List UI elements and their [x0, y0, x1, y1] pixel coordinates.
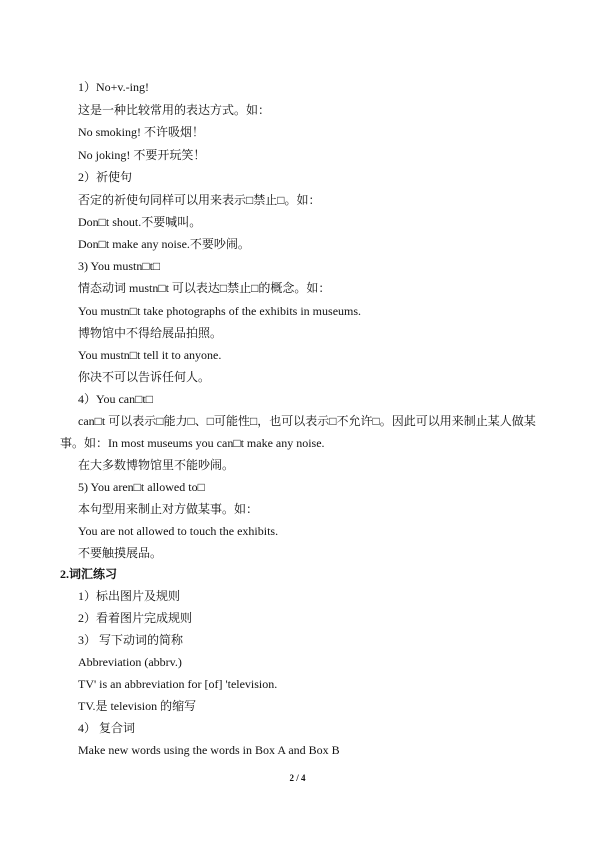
text-line: 否定的祈使句同样可以用来表示□禁止□。如：: [78, 193, 321, 207]
text-line: Don□t shout.不要喊叫。: [78, 215, 202, 229]
section-heading: 2.词汇练习: [60, 567, 118, 581]
text-line: 这是一种比较常用的表达方式。如：: [78, 103, 271, 117]
text-line: 不要触摸展品。: [78, 546, 163, 560]
text-line: 4） 复合词: [78, 721, 136, 735]
text-line: 3） 写下动词的简称: [78, 633, 184, 647]
text-line: 博物馆中不得给展品拍照。: [78, 326, 223, 340]
text-line: Abbreviation (abbrv.): [78, 655, 182, 669]
text-line: 1）No+v.-ing!: [78, 80, 149, 94]
text-line: 本句型用来制止对方做某事。如：: [78, 502, 259, 516]
text-line: No joking! 不要开玩笑！: [78, 148, 206, 162]
text-line: 3) You mustn□t□: [78, 259, 161, 273]
text-line: You mustn□t take photographs of the exhibits in museums.: [78, 304, 362, 318]
page-number: 2 / 4: [289, 773, 306, 783]
text-line: No smoking! 不许吸烟！: [78, 125, 205, 139]
text-line: can□t 可以表示□能力□、□可能性□，也可以表示□不允许□。因此可以用来制止某人做某: [78, 414, 536, 428]
text-line: 情态动词 mustn□t 可以表达□禁止□的概念。如：: [78, 281, 331, 295]
text-line: Don□t make any noise.不要吵闹。: [78, 237, 250, 251]
text-line: 1）标出图片及规则: [78, 589, 181, 603]
text-line: 在大多数博物馆里不能吵闹。: [78, 458, 235, 472]
text-line: You mustn□t tell it to anyone.: [78, 348, 222, 362]
text-line: TV' is an abbreviation for [of] 'television.: [78, 677, 278, 691]
text-line: 2）祈使句: [78, 170, 133, 184]
text-line: TV.是 television 的缩写: [78, 699, 197, 713]
text-line: You are not allowed to touch the exhibits.: [78, 524, 279, 538]
text-line: 你决不可以告诉任何人。: [78, 370, 211, 384]
text-line: 2）看着图片完成规则: [78, 611, 193, 625]
text-line: Make new words using the words in Box A and Box B: [78, 743, 340, 757]
text-line: 4）You can□t□: [78, 392, 153, 406]
text-line: 事。如：In most museums you can□t make any noise.: [60, 436, 325, 450]
text-line: 5) You aren□t allowed to□: [78, 480, 205, 494]
